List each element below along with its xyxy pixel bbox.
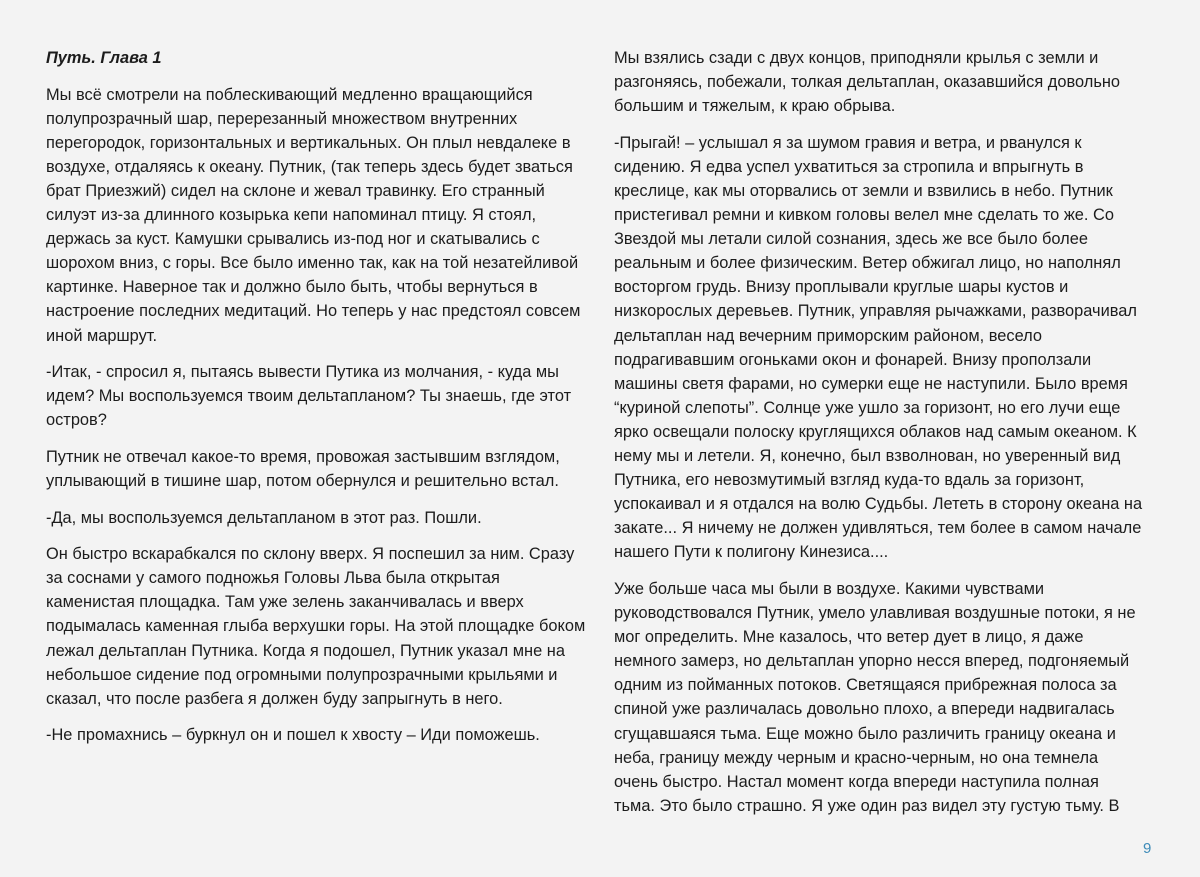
left-column bbox=[46, 46, 591, 760]
paragraph: -Прыгай! – услышал я за шумом гравия и ветра, и рванулся к сидению. Я едва успел ухватиться за стропила и впрыгнуть в креслице, как мы оторвались от земли и взвились в небо. Путник пристегивал ремни и кивком головы велел мне сделать то же. Со Звездой мы летали силой сознания, здесь же все было более реальным и более физическим. Ветер обжигал лицо, но наполнял восторгом грудь. Внизу проплывали круглые шары кустов и низкорослых деревьев. Путник, управляя рычажками, разворачивал дельтаплан над вечерним приморским районом, весело подрагивавшим огоньками окон и фонарей. Внизу проползали машины светя фарами, но сумерки еще не наступили. Было время “куриной слепоты”. Солнце уже ушло за горизонт, но его лучи еще ярко освещали полоску круглящихся облаков над самым океаном. К нему мы и летели. Я, конечно, был взволнован, но уверенный вид Путника, его невозмутимый взгляд куда-то вдаль за горизонт, успокаивал и я отдался на волю Судьбы. Лететь в сторону океана на закате... Я ничему не должен удивляться, тем более в самом начале нашего Пути к полигону Кинезиса.... bbox=[614, 133, 1143, 562]
paragraph: Мы взялись сзади с двух концов, приподняли крылья с земли и разгоняясь, побежали, толкая дельтаплан, оказавшийся довольно большим и тяжелым, к краю обрыва. bbox=[614, 49, 1121, 116]
page-number: 9 bbox=[1143, 840, 1152, 857]
chapter-title: Путь. Глава 1 bbox=[46, 49, 162, 67]
paragraph: -Не промахнись – буркнул он и пошел к хвосту – Иди поможешь. bbox=[46, 726, 540, 745]
paragraph: Мы всё смотрели на поблескивающий медленно вращающийся полупрозрачный шар, перерезанный множеством внутренних перегородок, горизонтальных и вертикальных. Он плыл невдалеке в воздухе, отдаляясь к океану. Путник, (так теперь здесь будет зваться брат Приезжий) сидел на склоне и жевал травинку. Его странный силуэт из-за длинного козырька кепи напоминал птицу. Я стоял, держась за куст. Камушки срывались из-под ног и скатывались с шорохом вниз, с горы. Все было именно так, как на той незатейливой картинке. Наверное так и должно было быть, чтобы вернуться в настроение последних медитаций. Но теперь у нас предстоял совсем иной маршрут. bbox=[46, 85, 581, 345]
paragraph: Он быстро вскарабкался по склону вверх. Я поспешил за ним. Сразу за соснами у самого подножья Головы Льва была открытая каменистая площадка. Там уже зелень заканчивалась и вверх подымалась каменная глыба верхушки горы. На этой площадке боком лежал дельтаплан Путника. Когда я подошел, Путник указал мне на небольшое сидение под огромными полупрозрачными крыльями и сказал, что после разбега я должен буду запрыгнуть в него. bbox=[46, 545, 586, 708]
paragraph: Путник не отвечал какое-то время, провожая застывшим взглядом, уплывающий в тишине шар, потом обернулся и решительно встал. bbox=[46, 447, 560, 490]
right-column bbox=[614, 46, 1144, 830]
paragraph: -Да, мы воспользуемся дельтапланом в этот раз. Пошли. bbox=[46, 508, 482, 527]
paragraph: Уже больше часа мы были в воздухе. Какими чувствами руководствовался Путник, умело улавливая воздушные потоки, я не мог определить. Мне казалось, что ветер дует в лицо, я даже немного замерз, но дельтаплан упорно несся вперед, подгоняемый одним из пойманных потоков. Светящаяся прибрежная полоса за спиной уже различалась довольно плохо, а впереди надвигалась сгущавшаяся тьма. Еще можно было различить границу океана и неба, границу между черным и красно-черным, но она темнела очень быстро. Настал момент когда впереди наступила полная тьма. Это было страшно. Я уже один раз видел эту густую тьму. В bbox=[614, 579, 1136, 815]
paragraph: -Итак, - спросил я, пытаясь вывести Путика из молчания, - куда мы идем? Мы воспользуемся твоим дельтапланом? Ты знаешь, где этот остров? bbox=[46, 363, 572, 430]
